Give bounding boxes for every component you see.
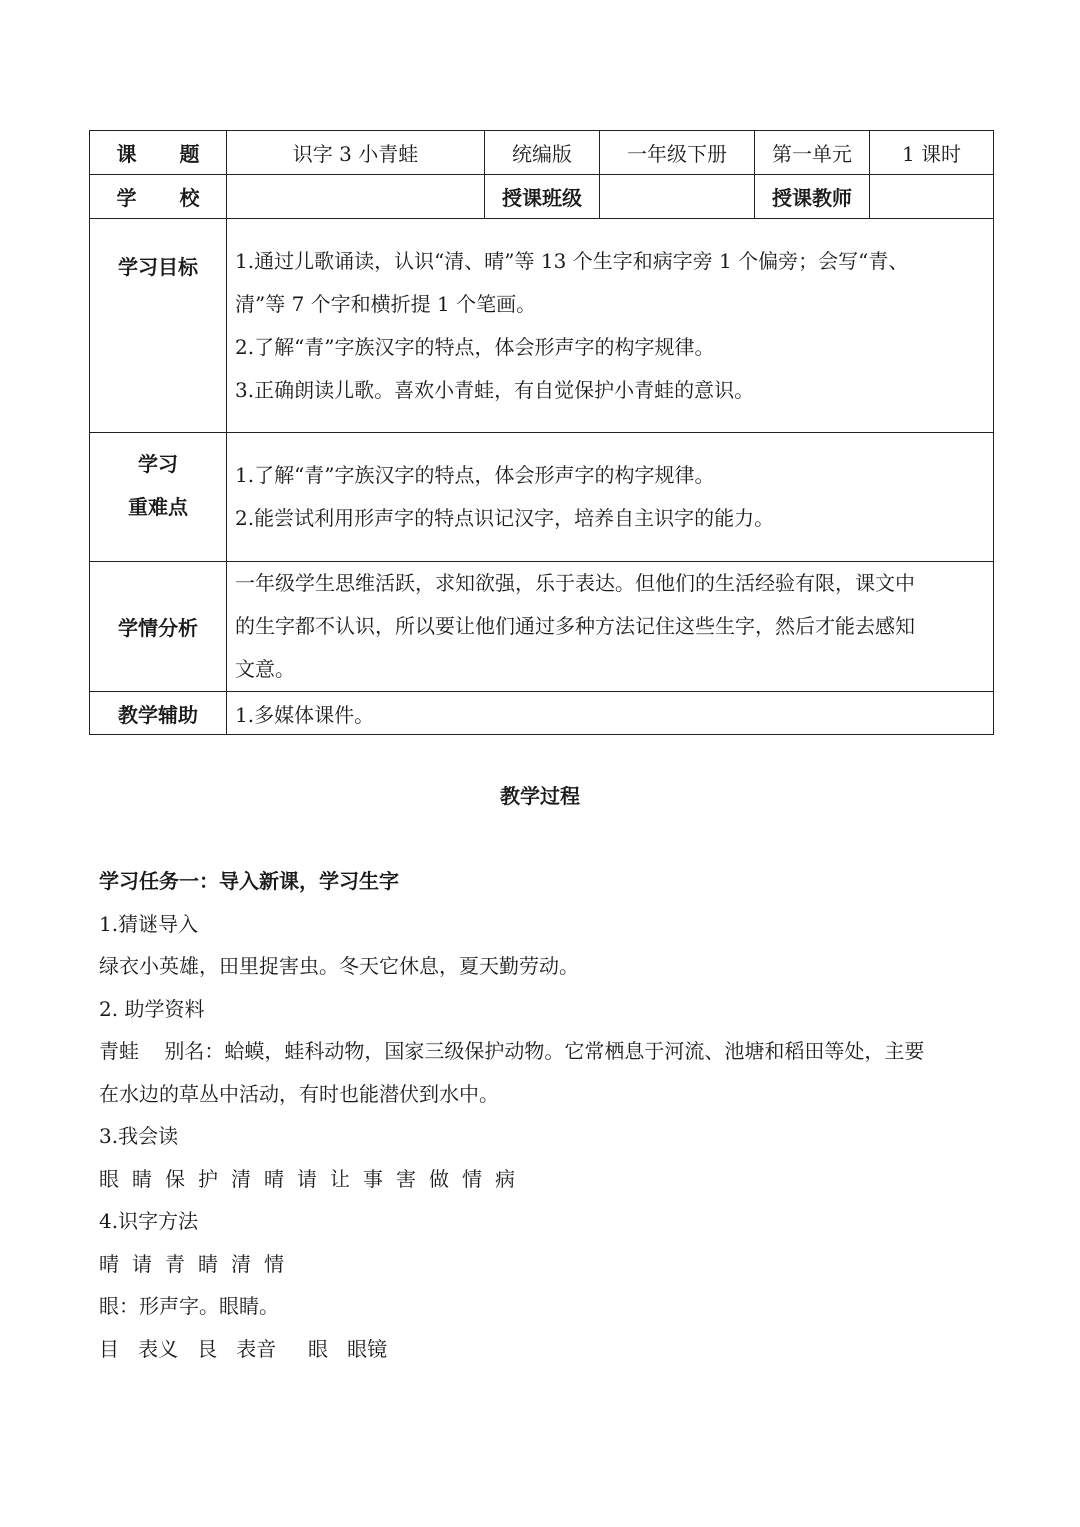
character: 事: [363, 1166, 383, 1191]
character: 护: [198, 1166, 218, 1191]
character: 眼: [99, 1166, 119, 1191]
method-text: 眼：形声字。眼睛。: [99, 1294, 279, 1318]
keypoints-line: 2.能尝试利用形声字的特点识记汉字，培养自主识字的能力。: [235, 506, 775, 530]
table-row-analysis: [90, 562, 994, 692]
reading-characters: [99, 1158, 989, 1201]
teacher-value: [870, 175, 994, 219]
character: 睛: [132, 1166, 152, 1191]
topic-title: 识字 3 小青蛙: [227, 131, 485, 175]
table-row-aids: [90, 692, 994, 735]
keypoints-line: 1.了解“青”字族汉字的特点，体会形声字的构字规律。: [235, 463, 715, 487]
aids-label: 教学辅助: [90, 692, 227, 735]
table-row-goals: [90, 219, 994, 433]
character: 情: [264, 1251, 284, 1276]
lesson-plan-table: [89, 130, 994, 735]
unit-cell: 第一单元: [755, 131, 870, 175]
analysis-line: 一年级学生思维活跃，求知欲强，乐于表达。但他们的生活经验有限，课文中: [235, 571, 915, 595]
teacher-label: 授课教师: [755, 175, 870, 219]
step-title: 1.猜谜导入: [99, 911, 199, 936]
table-row-topic: [90, 131, 994, 175]
analysis-content: [227, 562, 994, 692]
step-title: 4.识字方法: [99, 1209, 199, 1233]
goals-line: 清”等 7 个字和横折提 1 个笔画。: [235, 291, 537, 316]
character: 请: [132, 1251, 152, 1276]
method-characters: [99, 1243, 989, 1286]
task-heading: 学习任务一：导入新课，学习生字: [99, 869, 399, 893]
character: 睛: [198, 1251, 218, 1276]
character: 保: [165, 1166, 185, 1191]
keypoints-content: [227, 433, 994, 562]
class-label: 授课班级: [485, 175, 600, 219]
character: 情: [462, 1166, 482, 1191]
riddle-text: 绿衣小英雄，田里捉害虫。冬天它休息，夏天勤劳动。: [99, 954, 579, 978]
keypoints-label-line1: 学习: [138, 452, 178, 476]
class-value: [600, 175, 755, 219]
goals-content: [227, 219, 994, 433]
analysis-label: 学情分析: [90, 562, 227, 692]
aids-content: 1.多媒体课件。: [227, 692, 994, 735]
character: 害: [396, 1166, 416, 1191]
character: 清: [231, 1251, 251, 1276]
process-title: 教学过程: [500, 784, 580, 808]
character: 晴: [264, 1166, 284, 1191]
character: 请: [297, 1166, 317, 1191]
character: 晴: [99, 1251, 119, 1276]
step-title: 3.我会读: [99, 1124, 179, 1148]
analysis-line: 文意。: [235, 657, 295, 681]
grade-cell: 一年级下册: [600, 131, 755, 175]
school-label: 学 校: [90, 175, 227, 219]
table-row-school: [90, 175, 994, 219]
character: 清: [231, 1166, 251, 1191]
school-value: [227, 175, 485, 219]
teaching-process: [99, 860, 989, 1370]
character: 让: [330, 1166, 350, 1191]
edition-cell: 统编版: [485, 131, 600, 175]
keypoints-label-line2: 重难点: [128, 495, 188, 519]
character: 做: [429, 1166, 449, 1191]
goals-line: 3.正确朗读儿歌。喜欢小青蛙，有自觉保护小青蛙的意识。: [235, 377, 755, 402]
goals-label: 学习目标: [90, 219, 227, 433]
table-row-keypoints: [90, 433, 994, 562]
character: 青: [165, 1251, 185, 1276]
goals-line: 2.了解“青”字族汉字的特点，体会形声字的构字规律。: [235, 334, 715, 359]
reference-text: 在水边的草丛中活动，有时也能潜伏到水中。: [99, 1081, 499, 1106]
topic-label: 课 题: [90, 131, 227, 175]
keypoints-label: [90, 433, 227, 562]
reference-text: 青蛙 别名：蛤蟆，蛙科动物，国家三级保护动物。它常栖息于河流、池塘和稻田等处，主要: [99, 1039, 925, 1063]
character: 病: [495, 1166, 515, 1191]
analysis-line: 的生字都不认识，所以要让他们通过多种方法记住这些生字，然后才能去感知: [235, 614, 915, 638]
goals-line: 1.通过儿歌诵读，认识“清、晴”等 13 个生字和病字旁 1 个偏旁；会写“青、: [235, 248, 909, 273]
method-text: 目 表义 艮 表音 眼 眼镜: [99, 1336, 388, 1361]
hours-cell: 1 课时: [870, 131, 994, 175]
step-title: 2. 助学资料: [99, 996, 205, 1021]
